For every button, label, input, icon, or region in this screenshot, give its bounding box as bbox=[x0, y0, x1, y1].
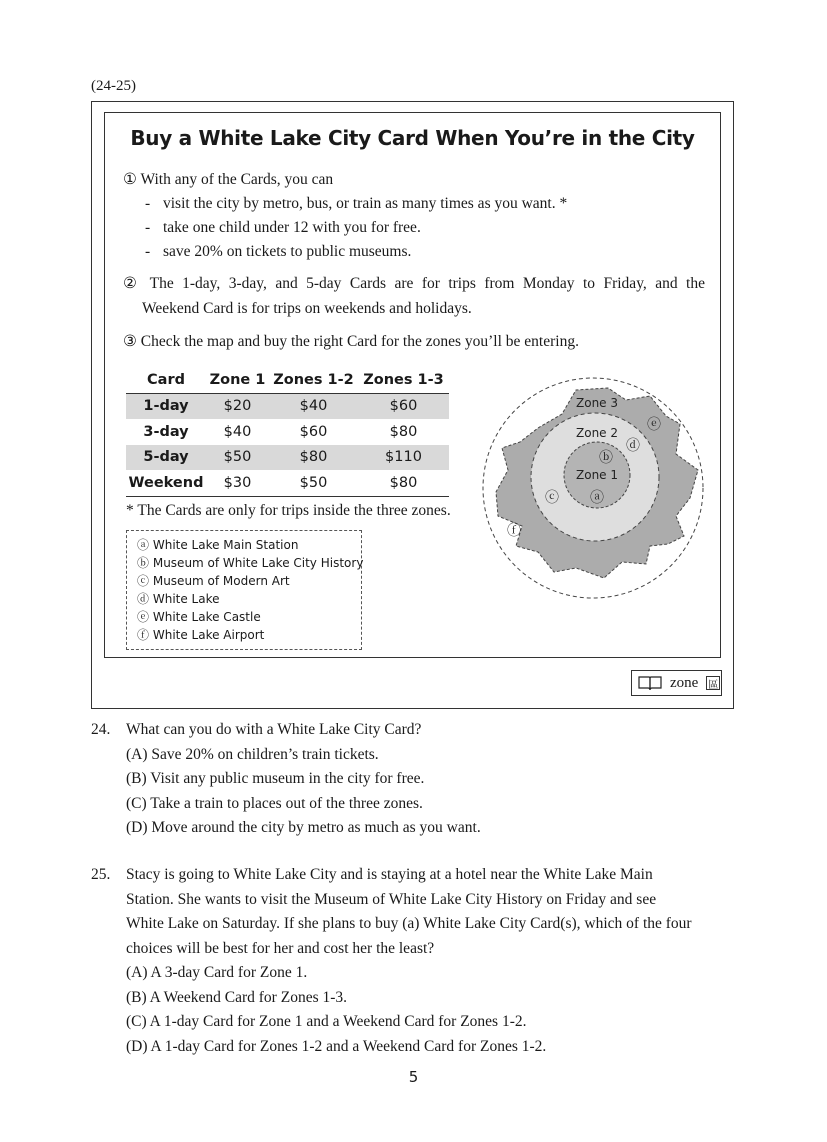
fare-header: Zone 1 bbox=[206, 367, 269, 393]
vocab-badge bbox=[631, 670, 722, 696]
legend-item bbox=[137, 590, 361, 608]
fare-price: $60 bbox=[299, 423, 328, 440]
answer-option: (A) Save 20% on children’s train tickets. bbox=[126, 745, 379, 763]
legend-label: Museum of White Lake City History bbox=[152, 556, 364, 570]
fare-header: Zones 1-3 bbox=[358, 367, 449, 393]
fare-price: $80 bbox=[389, 423, 418, 440]
map-legend bbox=[126, 530, 362, 650]
legend-item bbox=[137, 626, 361, 644]
fare-price: $110 bbox=[358, 445, 449, 471]
map-marker-f: ⓕ bbox=[507, 523, 521, 539]
vocab-gloss: 區 bbox=[706, 676, 720, 690]
bullet-dash: - bbox=[145, 195, 151, 212]
zone-map bbox=[480, 366, 710, 614]
question-25 bbox=[91, 863, 741, 1059]
question-range: (24-25) bbox=[91, 78, 136, 94]
fare-price: $50 bbox=[269, 470, 358, 496]
answer-option: (B) Visit any public museum in the city for free. bbox=[126, 770, 425, 787]
notice-title: Buy a White Lake City Card When You’re in the City bbox=[130, 126, 695, 150]
point-1: ① With any of the Cards, you can bbox=[123, 171, 334, 188]
bullet-item: visit the city by metro, bus, or train as many times as you want. * bbox=[163, 195, 568, 212]
fare-card-type: 5-day bbox=[126, 445, 206, 471]
point-3: ③ Check the map and buy the right Card for the zones you’ll be entering. bbox=[123, 333, 579, 350]
fare-price: $80 bbox=[358, 470, 449, 496]
point-2-line-2: Weekend Card is for trips on weekends and holidays. bbox=[142, 300, 472, 317]
page-number: 5 bbox=[408, 1068, 419, 1086]
fare-row bbox=[126, 445, 449, 471]
legend-mark-d: ⓓ bbox=[137, 592, 150, 606]
legend-mark-e: ⓔ bbox=[137, 610, 150, 624]
answer-option: (D) Move around the city by metro as much as you want. bbox=[126, 819, 481, 836]
question-24 bbox=[91, 718, 741, 841]
fare-row bbox=[126, 419, 449, 445]
question-number: 24. bbox=[91, 721, 111, 738]
fare-card-type: 1-day bbox=[126, 393, 206, 419]
answer-option: (C) A 1-day Card for Zone 1 and a Weekend Card for Zones 1-2. bbox=[126, 1013, 527, 1030]
zone-1-label: Zone 1 bbox=[576, 468, 618, 482]
footnote: * The Cards are only for trips inside the three zones. bbox=[126, 502, 451, 519]
answer-option: (D) A 1-day Card for Zones 1-2 and a Weekend Card for Zones 1-2. bbox=[126, 1037, 547, 1055]
zone-3-label: Zone 3 bbox=[576, 396, 618, 410]
fare-price: $50 bbox=[206, 445, 269, 471]
map-marker-a: ⓐ bbox=[590, 490, 604, 506]
fare-header: Zones 1-2 bbox=[269, 367, 358, 393]
legend-item bbox=[137, 608, 361, 626]
legend-label: White Lake Castle bbox=[152, 610, 261, 624]
legend-item bbox=[137, 554, 364, 572]
question-stem-line: White Lake on Saturday. If she plans to buy (a) White Lake City Card(s), which of the four bbox=[126, 915, 692, 932]
fare-header-row bbox=[126, 367, 449, 393]
fare-price: $40 bbox=[269, 393, 358, 419]
fare-row bbox=[126, 393, 449, 419]
question-stem-line: choices will be best for her and cost her the least? bbox=[126, 939, 435, 957]
legend-item bbox=[137, 536, 361, 554]
answer-option: (A) A 3-day Card for Zone 1. bbox=[126, 964, 308, 981]
fare-table bbox=[126, 367, 449, 497]
fare-price: $80 bbox=[269, 445, 358, 471]
map-marker-c: ⓒ bbox=[545, 490, 559, 506]
fare-card-type: 3-day bbox=[143, 423, 189, 440]
legend-label: White Lake Main Station bbox=[152, 538, 299, 552]
question-stem: What can you do with a White Lake City Card? bbox=[126, 721, 422, 738]
bullet-item: save 20% on tickets to public museums. bbox=[163, 243, 412, 260]
zone-2-label: Zone 2 bbox=[576, 426, 618, 440]
vocab-word: zone bbox=[670, 674, 699, 691]
bullet-item: take one child under 12 with you for free. bbox=[163, 219, 421, 236]
bullet-dash: - bbox=[145, 219, 151, 236]
answer-option: (B) A Weekend Card for Zones 1-3. bbox=[126, 988, 348, 1006]
fare-price: $30 bbox=[206, 470, 269, 496]
answer-option: (C) Take a train to places out of the three zones. bbox=[126, 794, 423, 812]
legend-item bbox=[137, 572, 361, 590]
map-marker-b: ⓑ bbox=[599, 450, 613, 466]
legend-label: Museum of Modern Art bbox=[152, 574, 290, 588]
legend-mark-f: ⓕ bbox=[137, 628, 150, 642]
legend-mark-b: ⓑ bbox=[137, 556, 150, 570]
legend-label: White Lake bbox=[152, 592, 220, 606]
point-2-line-1: ② The 1-day, 3-day, and 5-day Cards are for trips from Monday to Friday, and the bbox=[123, 275, 705, 292]
fare-price: $40 bbox=[223, 423, 252, 440]
fare-price: $20 bbox=[206, 393, 269, 419]
legend-label: White Lake Airport bbox=[152, 628, 265, 642]
book-icon bbox=[638, 675, 662, 691]
fare-row bbox=[126, 470, 449, 496]
question-stem-line: Station. She wants to visit the Museum of White Lake City History on Friday and see bbox=[126, 890, 657, 908]
fare-card-type: Weekend bbox=[126, 470, 206, 496]
question-stem-line: Stacy is going to White Lake City and is staying at a hotel near the White Lake Main bbox=[126, 866, 653, 883]
map-marker-e: ⓔ bbox=[647, 417, 661, 433]
legend-mark-a: ⓐ bbox=[137, 538, 150, 552]
bullet-dash: - bbox=[145, 243, 151, 260]
fare-price: $60 bbox=[358, 393, 449, 419]
fare-header: Card bbox=[126, 367, 206, 393]
legend-mark-c: ⓒ bbox=[137, 574, 150, 588]
question-number: 25. bbox=[91, 866, 111, 883]
map-marker-d: ⓓ bbox=[626, 438, 640, 454]
